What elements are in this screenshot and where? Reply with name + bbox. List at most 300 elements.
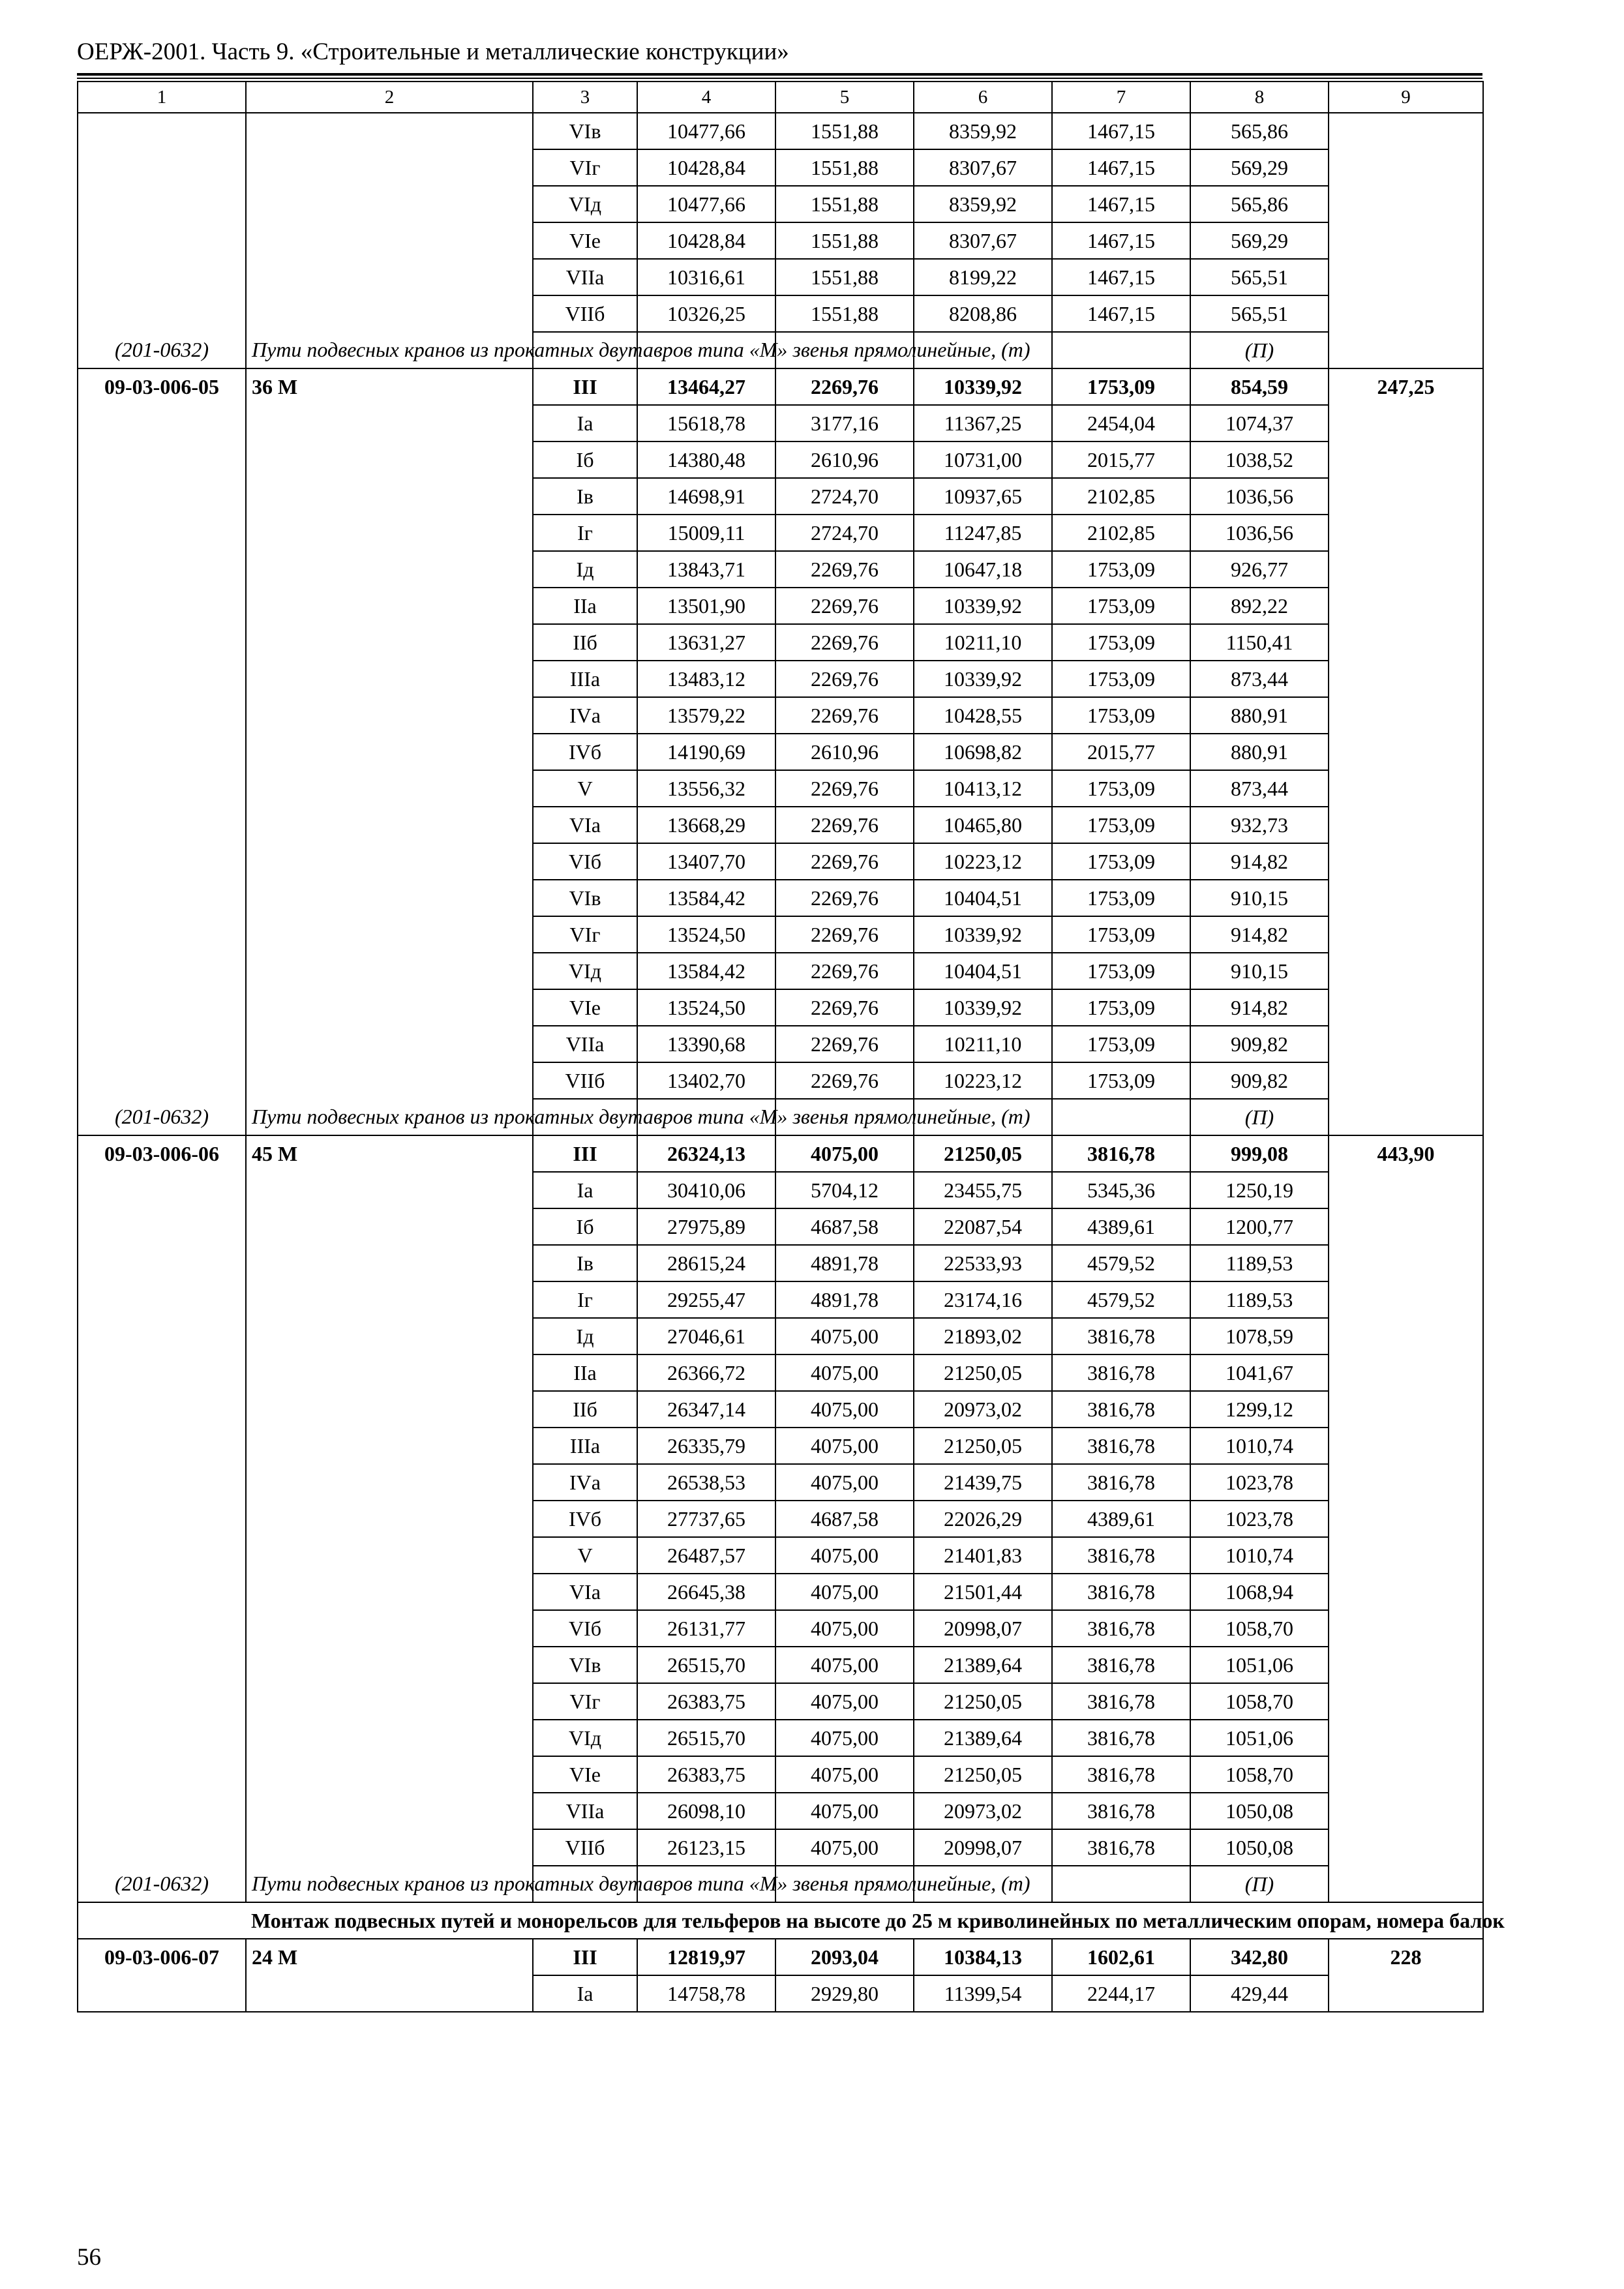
price-value: 1551,88 — [775, 222, 914, 259]
price-value: 21250,05 — [914, 1354, 1052, 1391]
price-value: 4075,00 — [775, 1683, 914, 1720]
price-value: 1050,08 — [1190, 1829, 1329, 1866]
region-code: Iб — [533, 441, 637, 478]
empty-cell — [1329, 1756, 1483, 1793]
price-value: 26383,75 — [637, 1756, 775, 1793]
price-value: 1058,70 — [1190, 1756, 1329, 1793]
price-value: 4579,52 — [1052, 1281, 1190, 1318]
empty-cell — [246, 1354, 533, 1391]
price-value: 8199,22 — [914, 259, 1052, 295]
empty-cell — [246, 843, 533, 880]
price-value: 21250,05 — [914, 1428, 1052, 1464]
price-value: 1467,15 — [1052, 149, 1190, 186]
empty-cell — [1329, 697, 1483, 734]
price-value: 2269,76 — [775, 1062, 914, 1099]
empty-cell — [1329, 1537, 1483, 1574]
price-value: 1299,12 — [1190, 1391, 1329, 1428]
empty-cell — [78, 1318, 246, 1354]
price-value: 1551,88 — [775, 149, 914, 186]
price-value: 8359,92 — [914, 113, 1052, 149]
empty-cell — [246, 1464, 533, 1501]
price-value: 13556,32 — [637, 770, 775, 807]
price-value: 1753,09 — [1052, 989, 1190, 1026]
table-row — [78, 1793, 1483, 1829]
empty-cell — [78, 515, 246, 551]
table-row — [78, 588, 1483, 624]
empty-cell — [78, 113, 246, 149]
region-code: III — [533, 1135, 637, 1172]
price-value: 21389,64 — [914, 1720, 1052, 1756]
empty-cell — [78, 624, 246, 661]
price-value: 342,80 — [1190, 1939, 1329, 1975]
region-code: IIа — [533, 1354, 637, 1391]
price-value: 2269,76 — [775, 807, 914, 843]
table-row — [78, 1172, 1483, 1208]
empty-cell — [1329, 989, 1483, 1026]
price-value: 4891,78 — [775, 1281, 914, 1318]
table-row — [78, 441, 1483, 478]
column-number-cell: 3 — [533, 82, 637, 113]
reference-code: (201-0632) — [78, 1099, 246, 1135]
empty-cell — [1329, 332, 1483, 368]
region-code: VIб — [533, 1610, 637, 1647]
price-value: 10384,13 — [914, 1939, 1052, 1975]
empty-cell — [1329, 295, 1483, 332]
empty-cell — [1329, 149, 1483, 186]
empty-cell — [1329, 405, 1483, 441]
price-value: 3816,78 — [1052, 1318, 1190, 1354]
price-value: 10339,92 — [914, 916, 1052, 953]
table-row — [78, 551, 1483, 588]
price-value: 26515,70 — [637, 1647, 775, 1683]
region-code: Iв — [533, 478, 637, 515]
region-code: VIIа — [533, 1026, 637, 1062]
price-value: 10731,00 — [914, 441, 1052, 478]
price-value: 26131,77 — [637, 1610, 775, 1647]
table-row — [78, 880, 1483, 916]
price-value: 1753,09 — [1052, 661, 1190, 697]
empty-cell — [246, 1026, 533, 1062]
empty-cell — [246, 770, 533, 807]
price-value: 880,91 — [1190, 734, 1329, 770]
price-value: 28615,24 — [637, 1245, 775, 1281]
price-value: 15618,78 — [637, 405, 775, 441]
region-code: VIе — [533, 222, 637, 259]
price-value: 4389,61 — [1052, 1501, 1190, 1537]
price-value: 4075,00 — [775, 1135, 914, 1172]
reference-unit: (П) — [1190, 1866, 1329, 1902]
price-value: 2269,76 — [775, 624, 914, 661]
column-number-cell: 9 — [1329, 82, 1483, 113]
price-value: 10465,80 — [914, 807, 1052, 843]
price-value: 1753,09 — [1052, 551, 1190, 588]
table-row — [78, 1208, 1483, 1245]
empty-cell — [246, 1975, 533, 2012]
price-value: 914,82 — [1190, 843, 1329, 880]
price-value: 569,29 — [1190, 149, 1329, 186]
price-table — [77, 81, 1505, 2012]
region-code: III — [533, 1939, 637, 1975]
price-value: 1050,08 — [1190, 1793, 1329, 1829]
price-value: 4075,00 — [775, 1720, 914, 1756]
empty-cell — [246, 624, 533, 661]
empty-cell — [246, 259, 533, 295]
region-code: Iа — [533, 1975, 637, 2012]
empty-cell — [1329, 770, 1483, 807]
empty-cell — [78, 1428, 246, 1464]
empty-cell — [78, 1610, 246, 1647]
price-value: 1038,52 — [1190, 441, 1329, 478]
price-value: 565,86 — [1190, 113, 1329, 149]
empty-cell — [246, 295, 533, 332]
empty-cell — [1329, 880, 1483, 916]
region-code: IIа — [533, 588, 637, 624]
table-row — [78, 1391, 1483, 1428]
empty-cell — [1329, 661, 1483, 697]
price-value: 14758,78 — [637, 1975, 775, 2012]
empty-cell — [246, 1245, 533, 1281]
price-value: 2269,76 — [775, 588, 914, 624]
price-value: 2269,76 — [775, 989, 914, 1026]
empty-cell — [246, 1208, 533, 1245]
price-value: 3816,78 — [1052, 1756, 1190, 1793]
empty-cell — [78, 405, 246, 441]
price-value: 5345,36 — [1052, 1172, 1190, 1208]
region-code: VIб — [533, 843, 637, 880]
table-row — [78, 1683, 1483, 1720]
table-row — [78, 259, 1483, 295]
empty-cell — [246, 661, 533, 697]
price-value: 1753,09 — [1052, 368, 1190, 405]
empty-cell — [246, 441, 533, 478]
region-code: VIIб — [533, 1062, 637, 1099]
empty-cell — [78, 989, 246, 1026]
price-value: 4075,00 — [775, 1464, 914, 1501]
price-value: 2269,76 — [775, 916, 914, 953]
empty-cell — [1329, 1829, 1483, 1866]
region-code: Iд — [533, 551, 637, 588]
empty-cell — [246, 222, 533, 259]
price-value: 13407,70 — [637, 843, 775, 880]
empty-cell — [78, 1172, 246, 1208]
region-code: Iа — [533, 405, 637, 441]
price-value: 10339,92 — [914, 989, 1052, 1026]
price-value: 8307,67 — [914, 222, 1052, 259]
region-code: Iв — [533, 1245, 637, 1281]
empty-cell — [78, 1501, 246, 1537]
price-value: 10339,92 — [914, 368, 1052, 405]
price-value: 10211,10 — [914, 624, 1052, 661]
region-code: Iд — [533, 1318, 637, 1354]
price-value: 565,51 — [1190, 259, 1329, 295]
empty-cell — [78, 1464, 246, 1501]
empty-cell — [246, 1610, 533, 1647]
section-title: Монтаж подвесных путей и монорельсов для тельферов на высоте до 25 м криволинейных по металлическим опорам, номера балок — [246, 1902, 1483, 1939]
price-value: 14380,48 — [637, 441, 775, 478]
price-value: 2269,76 — [775, 697, 914, 734]
price-value: 10326,25 — [637, 295, 775, 332]
price-value: 1753,09 — [1052, 953, 1190, 989]
price-value: 10937,65 — [914, 478, 1052, 515]
price-value: 873,44 — [1190, 661, 1329, 697]
page-number: 56 — [77, 2244, 101, 2271]
price-value: 3816,78 — [1052, 1537, 1190, 1574]
price-value: 2015,77 — [1052, 441, 1190, 478]
region-code: IIб — [533, 1391, 637, 1428]
empty-cell — [78, 916, 246, 953]
reference-row — [78, 1099, 1483, 1135]
empty-cell — [78, 807, 246, 843]
reference-unit: (П) — [1190, 1099, 1329, 1135]
price-value: 1753,09 — [1052, 697, 1190, 734]
region-code: VIе — [533, 989, 637, 1026]
price-value: 3816,78 — [1052, 1391, 1190, 1428]
rate-name: 36 М — [246, 368, 533, 405]
price-value: 569,29 — [1190, 222, 1329, 259]
price-value: 14190,69 — [637, 734, 775, 770]
region-code: VIг — [533, 149, 637, 186]
column-number-cell: 8 — [1190, 82, 1329, 113]
price-value: 14698,91 — [637, 478, 775, 515]
empty-cell — [1329, 1720, 1483, 1756]
empty-cell — [246, 1647, 533, 1683]
price-value: 429,44 — [1190, 1975, 1329, 2012]
empty-cell — [1329, 1391, 1483, 1428]
price-value: 1551,88 — [775, 259, 914, 295]
empty-cell — [78, 1537, 246, 1574]
price-value: 1051,06 — [1190, 1647, 1329, 1683]
header-rule-thick — [77, 73, 1482, 76]
price-value: 2454,04 — [1052, 405, 1190, 441]
region-code: IVб — [533, 1501, 637, 1537]
region-code: IIIа — [533, 661, 637, 697]
region-code: VIе — [533, 1756, 637, 1793]
price-value: 1189,53 — [1190, 1281, 1329, 1318]
column-number-row — [78, 82, 1483, 113]
price-value: 2269,76 — [775, 551, 914, 588]
empty-cell — [246, 1172, 533, 1208]
region-code: VIд — [533, 953, 637, 989]
region-code: V — [533, 1537, 637, 1574]
price-value: 1753,09 — [1052, 880, 1190, 916]
price-value: 23455,75 — [914, 1172, 1052, 1208]
section-title-row — [78, 1902, 1483, 1939]
price-value: 8359,92 — [914, 186, 1052, 222]
table-row — [78, 1026, 1483, 1062]
table-row — [78, 295, 1483, 332]
price-value: 30410,06 — [637, 1172, 775, 1208]
empty-cell — [78, 1574, 246, 1610]
price-value: 2610,96 — [775, 441, 914, 478]
price-value: 2102,85 — [1052, 478, 1190, 515]
empty-cell — [246, 734, 533, 770]
empty-cell — [78, 1683, 246, 1720]
price-value: 2244,17 — [1052, 1975, 1190, 2012]
region-code: VIIа — [533, 259, 637, 295]
price-value: 1074,37 — [1190, 405, 1329, 441]
price-value: 2269,76 — [775, 953, 914, 989]
price-value: 27737,65 — [637, 1501, 775, 1537]
empty-cell — [78, 1208, 246, 1245]
price-value: 10316,61 — [637, 259, 775, 295]
price-value: 4891,78 — [775, 1245, 914, 1281]
empty-cell — [1329, 1683, 1483, 1720]
empty-cell — [1329, 113, 1483, 149]
price-value: 26515,70 — [637, 1720, 775, 1756]
price-value: 1467,15 — [1052, 259, 1190, 295]
empty-cell — [78, 1245, 246, 1281]
empty-cell — [78, 1902, 246, 1939]
empty-cell — [78, 186, 246, 222]
price-value: 3816,78 — [1052, 1720, 1190, 1756]
empty-cell — [1329, 1208, 1483, 1245]
extra-value: 228 — [1329, 1939, 1483, 1975]
table-row — [78, 515, 1483, 551]
empty-cell — [246, 807, 533, 843]
empty-cell — [78, 1756, 246, 1793]
price-value: 10404,51 — [914, 953, 1052, 989]
price-value: 4075,00 — [775, 1354, 914, 1391]
region-code: Iг — [533, 515, 637, 551]
price-value: 2929,80 — [775, 1975, 914, 2012]
price-value: 2269,76 — [775, 770, 914, 807]
empty-cell — [1329, 186, 1483, 222]
table-row — [78, 1829, 1483, 1866]
price-value: 13579,22 — [637, 697, 775, 734]
price-value: 1010,74 — [1190, 1428, 1329, 1464]
price-value: 1078,59 — [1190, 1318, 1329, 1354]
empty-cell — [246, 1683, 533, 1720]
empty-cell — [246, 1793, 533, 1829]
price-value: 20998,07 — [914, 1829, 1052, 1866]
price-value: 10223,12 — [914, 1062, 1052, 1099]
price-value: 1023,78 — [1190, 1464, 1329, 1501]
price-value: 13402,70 — [637, 1062, 775, 1099]
price-value: 1753,09 — [1052, 916, 1190, 953]
reference-unit: (П) — [1190, 332, 1329, 368]
price-value: 22533,93 — [914, 1245, 1052, 1281]
table-row — [78, 1756, 1483, 1793]
column-number-cell: 6 — [914, 82, 1052, 113]
empty-cell — [1329, 1647, 1483, 1683]
price-value: 4579,52 — [1052, 1245, 1190, 1281]
price-value: 3816,78 — [1052, 1428, 1190, 1464]
region-code: IIIа — [533, 1428, 637, 1464]
price-value: 27975,89 — [637, 1208, 775, 1245]
table-row — [78, 1135, 1483, 1172]
empty-cell — [78, 1281, 246, 1318]
price-value: 4075,00 — [775, 1428, 914, 1464]
region-code: IVа — [533, 697, 637, 734]
price-value: 3816,78 — [1052, 1354, 1190, 1391]
price-value: 2093,04 — [775, 1939, 914, 1975]
price-value: 932,73 — [1190, 807, 1329, 843]
rate-code: 09-03-006-07 — [78, 1939, 246, 1975]
region-code: VIIб — [533, 1829, 637, 1866]
region-code: VIа — [533, 1574, 637, 1610]
empty-cell — [1052, 332, 1190, 368]
empty-cell — [1329, 588, 1483, 624]
reference-code: (201-0632) — [78, 332, 246, 368]
empty-cell — [78, 551, 246, 588]
price-value: 2102,85 — [1052, 515, 1190, 551]
empty-cell — [1329, 515, 1483, 551]
empty-cell — [1329, 1062, 1483, 1099]
region-code: VIд — [533, 186, 637, 222]
reference-description: Пути подвесных кранов из прокатных двутавров типа «М» звенья прямолинейные, (т) — [246, 1099, 533, 1135]
price-value: 1150,41 — [1190, 624, 1329, 661]
price-value: 3816,78 — [1052, 1135, 1190, 1172]
price-value: 10339,92 — [914, 588, 1052, 624]
price-value: 1036,56 — [1190, 515, 1329, 551]
table-row — [78, 697, 1483, 734]
table-row — [78, 1428, 1483, 1464]
price-value: 914,82 — [1190, 989, 1329, 1026]
empty-cell — [78, 1829, 246, 1866]
price-value: 1058,70 — [1190, 1683, 1329, 1720]
empty-cell — [78, 149, 246, 186]
empty-cell — [246, 880, 533, 916]
price-value: 4075,00 — [775, 1537, 914, 1574]
empty-cell — [1052, 1866, 1190, 1902]
table-row — [78, 1501, 1483, 1537]
price-value: 4075,00 — [775, 1829, 914, 1866]
empty-cell — [78, 1975, 246, 2012]
empty-cell — [1329, 624, 1483, 661]
price-value: 10339,92 — [914, 661, 1052, 697]
region-code: V — [533, 770, 637, 807]
price-value: 1041,67 — [1190, 1354, 1329, 1391]
empty-cell — [1329, 953, 1483, 989]
table-row — [78, 661, 1483, 697]
price-value: 999,08 — [1190, 1135, 1329, 1172]
price-value: 15009,11 — [637, 515, 775, 551]
price-value: 3177,16 — [775, 405, 914, 441]
price-value: 909,82 — [1190, 1062, 1329, 1099]
price-value: 2269,76 — [775, 1026, 914, 1062]
price-value: 10211,10 — [914, 1026, 1052, 1062]
rate-name: 45 М — [246, 1135, 533, 1172]
price-value: 26645,38 — [637, 1574, 775, 1610]
region-code: Iа — [533, 1172, 637, 1208]
price-value: 26538,53 — [637, 1464, 775, 1501]
region-code: Iб — [533, 1208, 637, 1245]
price-value: 5704,12 — [775, 1172, 914, 1208]
empty-cell — [1329, 1428, 1483, 1464]
empty-cell — [1329, 1464, 1483, 1501]
table-row — [78, 1281, 1483, 1318]
price-value: 1753,09 — [1052, 770, 1190, 807]
empty-cell — [1052, 1099, 1190, 1135]
empty-cell — [1329, 807, 1483, 843]
price-value: 13584,42 — [637, 880, 775, 916]
price-value: 21250,05 — [914, 1756, 1052, 1793]
empty-cell — [246, 1318, 533, 1354]
column-number-cell: 7 — [1052, 82, 1190, 113]
empty-cell — [78, 1793, 246, 1829]
price-value: 2269,76 — [775, 843, 914, 880]
table-row — [78, 953, 1483, 989]
price-value: 2269,76 — [775, 661, 914, 697]
empty-cell — [246, 1537, 533, 1574]
price-value: 565,51 — [1190, 295, 1329, 332]
table-row — [78, 843, 1483, 880]
price-value: 13631,27 — [637, 624, 775, 661]
table-row — [78, 1720, 1483, 1756]
price-value: 8208,86 — [914, 295, 1052, 332]
price-value: 4075,00 — [775, 1793, 914, 1829]
price-value: 13464,27 — [637, 368, 775, 405]
